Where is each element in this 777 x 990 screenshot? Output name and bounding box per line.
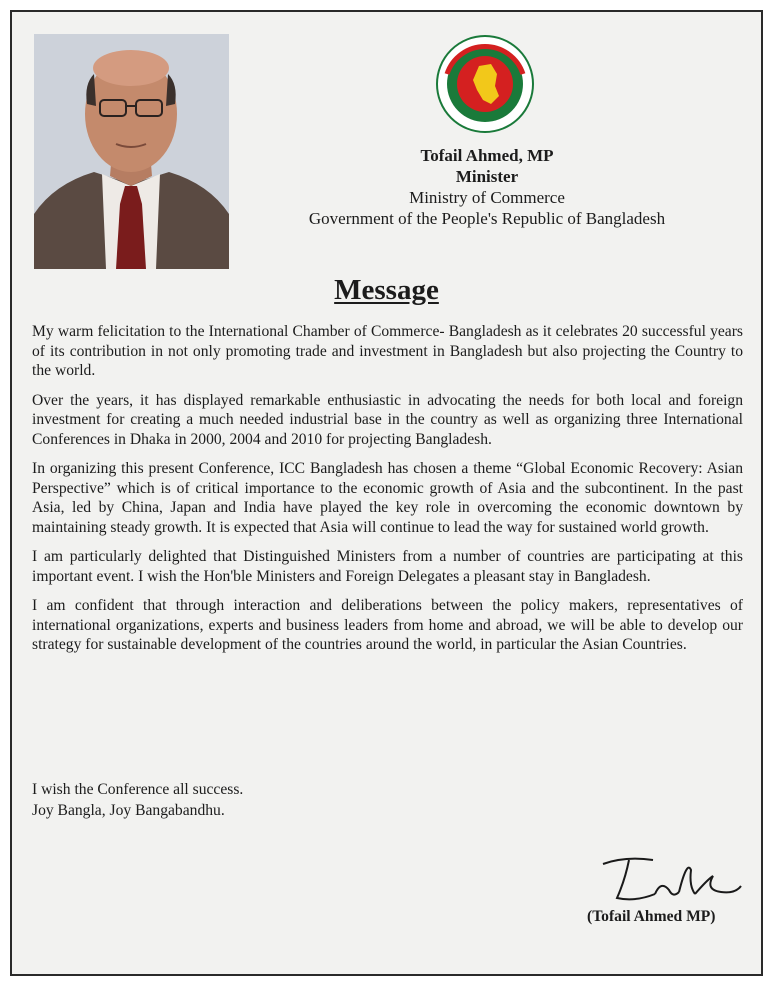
minister-title: Minister	[455, 167, 519, 186]
closing-wish: I wish the Conference all success.	[32, 781, 244, 798]
message-page	[10, 10, 763, 976]
paragraph: Over the years, it has displayed remarkable enthusiastic in advocating the needs for both local and foreign investment for creating a much needed industrial base in the country as well as organizing three International Conferences in Dhaka in 2000, 2004 and 2010 for projecting Bangladesh.	[32, 391, 743, 448]
paragraph: In organizing this present Conference, ICC Bangladesh has chosen a theme “Global Economic Recovery: Asian Perspective” which is of critical importance to the economic growth of Asia and the subcontinent. In the past Asia, led by China, Japan and India have played the key role in overcoming the economic downtown by maintaining steady growth. It is expected that Asia will continue to lead the way for sustained world growth.	[32, 460, 743, 536]
paragraph: I am confident that through interaction and deliberations between the policy makers, representatives of international organizations, experts and business leaders from home and abroad, we will be able to develop our strategy for sustainable development of the countries around the world, in particular the Asian Countries.	[32, 597, 743, 653]
closing-lines	[32, 779, 532, 821]
message-body	[32, 322, 743, 665]
paragraph: I am particularly delighted that Distinguished Ministers from a number of countries are participating at this important event. I wish the Hon'ble Ministers and Foreign Delegates a pleasant stay in Bangladesh.	[32, 548, 743, 585]
minister-name: Tofail Ahmed, MP	[420, 146, 554, 165]
government-emblem	[435, 34, 535, 134]
signatory-name: (Tofail Ahmed MP)	[587, 908, 716, 925]
minister-header	[242, 145, 732, 229]
handwritten-signature	[595, 850, 745, 910]
paragraph: My warm felicitation to the International Chamber of Commerce- Bangladesh as it celebrates 20 successful years of its contribution in not only promoting trade and investment in Bangladesh but also projecting the Country to the world.	[32, 323, 743, 379]
minister-portrait	[34, 34, 229, 269]
closing-slogan: Joy Bangla, Joy Bangabandhu.	[32, 802, 225, 819]
government-name: Government of the People's Republic of Bangladesh	[308, 209, 666, 228]
ministry-name: Ministry of Commerce	[409, 188, 565, 207]
message-title: Message	[334, 274, 439, 306]
